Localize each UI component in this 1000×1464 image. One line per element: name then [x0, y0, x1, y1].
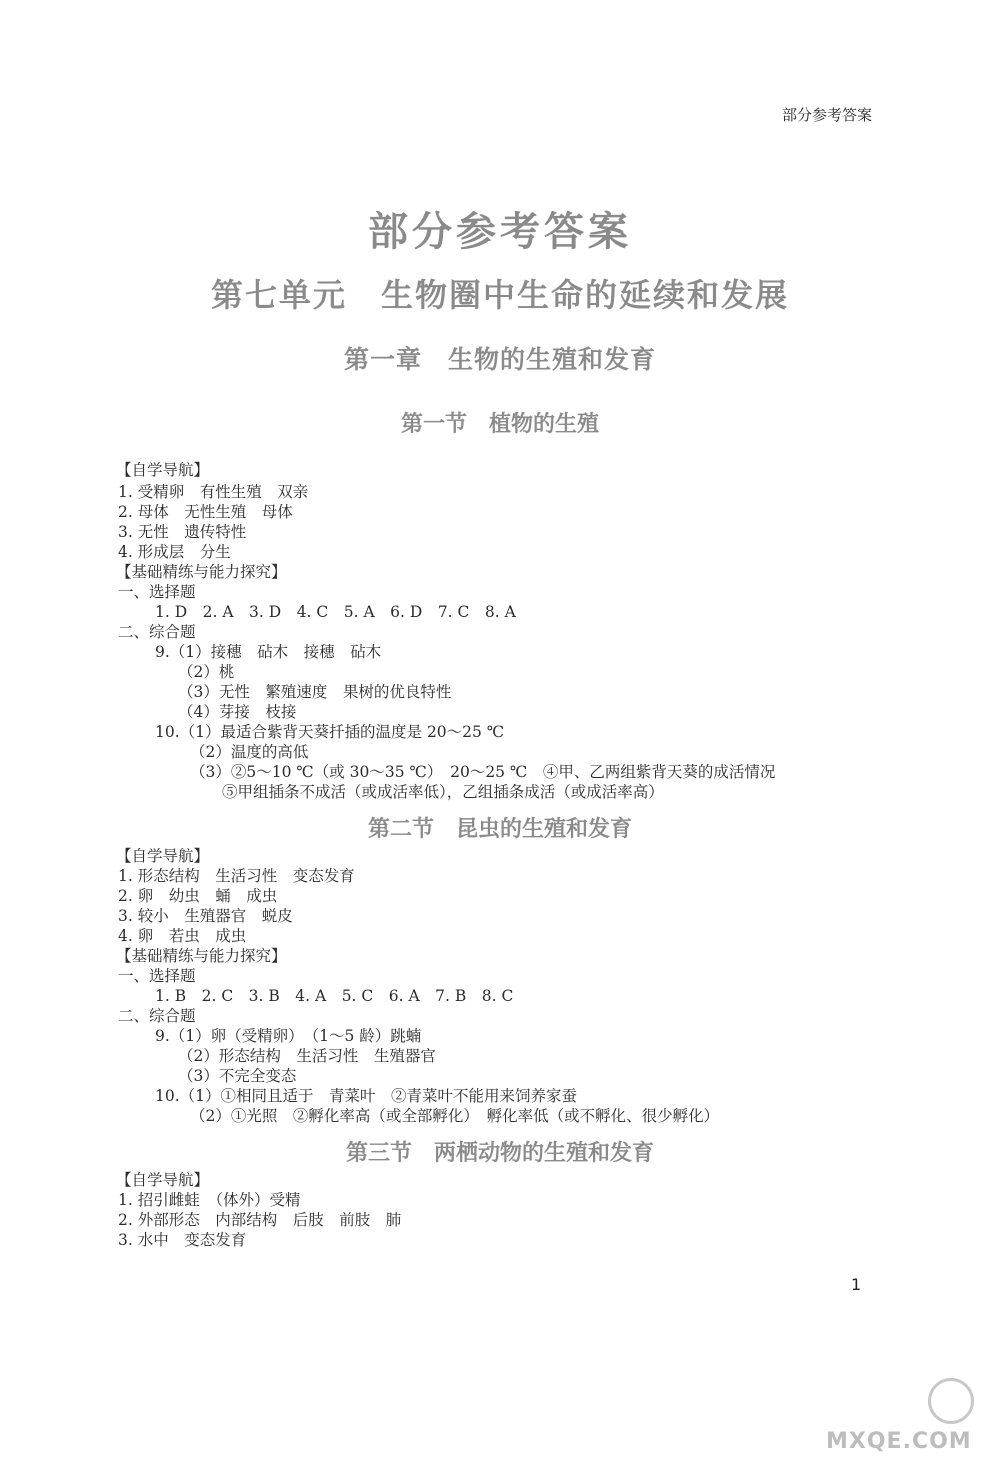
answer-line: 10.（1）①相同且适于 青菜叶 ②青菜叶不能用来饲养家蚕 — [155, 1087, 578, 1105]
main-title: 部分参考答案 — [368, 209, 632, 255]
answer-line: 1. D 2. A 3. D 4. C 5. A 6. D 7. C 8. A — [155, 603, 516, 621]
watermark-text: MXQE.COM — [826, 1429, 972, 1454]
answer-line: 9.（1）接穗 砧木 接穗 砧木 — [155, 643, 382, 661]
answer-line: 1. 形态结构 生活习性 变态发育 — [118, 867, 355, 885]
answer-line: 3. 水中 变态发育 — [118, 1231, 247, 1249]
sub-heading: 【基础精练与能力探究】 — [116, 563, 287, 581]
answer-line: 9.（1）卵（受精卵） （1～5 龄）跳蝻 — [155, 1027, 422, 1045]
running-head: 部分参考答案 — [781, 106, 872, 124]
answer-line: （3）不完全变态 — [178, 1067, 297, 1085]
answer-line: （2）温度的高低 — [190, 743, 309, 761]
sub-heading: 【自学导航】 — [116, 847, 210, 865]
answer-line: 1. 受精卵 有性生殖 双亲 — [118, 483, 309, 501]
sub-heading: 【基础精练与能力探究】 — [116, 947, 287, 965]
watermark-logo — [826, 1374, 978, 1456]
question-type: 二、综合题 — [118, 1007, 196, 1025]
section-2-title: 第二节 昆虫的生殖和发育 — [367, 817, 632, 842]
answer-line: ⑤甲组插条不成活（或成活率低），乙组插条成活（或成活率高） — [222, 783, 664, 801]
answer-line: 3. 较小 生殖器官 蜕皮 — [118, 907, 293, 925]
answer-line: （3）②5～10 ℃（或 30～35 ℃） 20～25 ℃ ④甲、乙两组紫背天葵的成活情况 — [190, 763, 776, 781]
answer-line: （2）桃 — [178, 663, 235, 681]
sub-heading: 【自学导航】 — [116, 461, 210, 479]
answer-line: 1. B 2. C 3. B 4. A 5. C 6. A 7. B 8. C — [155, 987, 514, 1005]
answer-line: 1. 招引雌蛙 （体外）受精 — [118, 1191, 301, 1209]
question-type: 一、选择题 — [118, 583, 196, 601]
question-type: 一、选择题 — [118, 967, 196, 985]
answer-line: 10.（1）最适合紫背天葵扦插的温度是 20～25 ℃ — [155, 723, 505, 741]
answer-line: （4）芽接 枝接 — [178, 703, 297, 721]
watermark-badge-icon — [928, 1378, 974, 1424]
section-1-title: 第一节 植物的生殖 — [400, 412, 599, 437]
answer-line: 3. 无性 遗传特性 — [118, 523, 247, 541]
answer-line: 4. 形成层 分生 — [118, 543, 231, 561]
page-number: 1 — [851, 1275, 862, 1294]
chapter-title: 第一章 生物的生殖和发育 — [343, 345, 656, 374]
answer-line: 2. 外部形态 内部结构 后肢 前肢 肺 — [118, 1211, 402, 1229]
answer-line: 2. 卵 幼虫 蛹 成虫 — [118, 887, 278, 905]
answer-line: 4. 卵 若虫 成虫 — [118, 927, 247, 945]
question-type: 二、综合题 — [118, 623, 196, 641]
sub-heading: 【自学导航】 — [116, 1171, 210, 1189]
unit-title: 第七单元 生物圈中生命的延续和发展 — [210, 276, 789, 314]
answer-line: （2）形态结构 生活习性 生殖器官 — [178, 1047, 436, 1065]
section-3-title: 第三节 两栖动物的生殖和发育 — [345, 1141, 654, 1166]
answer-line: 2. 母体 无性生殖 母体 — [118, 503, 293, 521]
answer-line: （3）无性 繁殖速度 果树的优良特性 — [178, 683, 452, 701]
answer-line: （2）①光照 ②孵化率高（或全部孵化） 孵化率低（或不孵化、很少孵化） — [190, 1107, 720, 1125]
